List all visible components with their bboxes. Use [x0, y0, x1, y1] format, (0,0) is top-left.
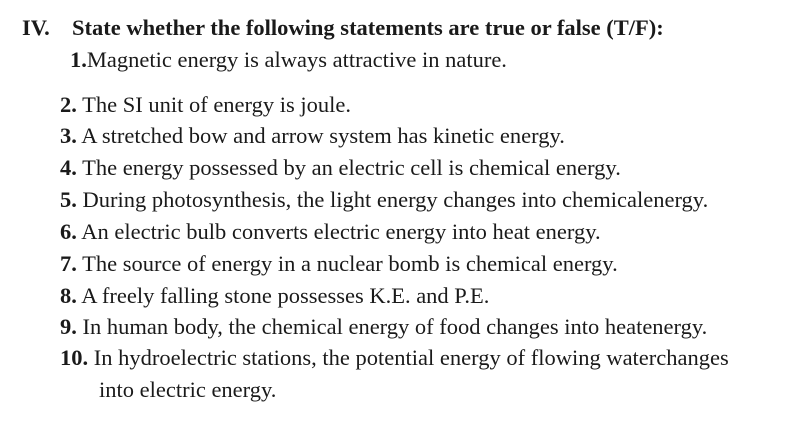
section-number: IV.	[22, 15, 50, 40]
statement-8	[60, 282, 489, 310]
statement-text: A stretched bow and arrow system has kinetic energy.	[76, 123, 565, 148]
statement-number: 10.	[60, 345, 89, 370]
statement-3	[60, 122, 565, 150]
statement-number: 6.	[60, 219, 77, 244]
statement-text: The energy possessed by an electric cell is chemical energy.	[76, 155, 621, 180]
statement-10	[60, 344, 729, 372]
statement-text: An electric bulb converts electric energy into heat energy.	[76, 219, 601, 244]
statement-number: 2.	[60, 92, 77, 117]
statement-number: 1.	[70, 47, 87, 72]
section-heading	[22, 14, 664, 42]
statement-6	[60, 218, 601, 246]
statement-9	[60, 313, 707, 341]
statement-7	[60, 250, 618, 278]
statement-number: 7.	[60, 251, 77, 276]
section-title: State whether the following statements are true or false (T/F):	[72, 15, 664, 40]
statement-number: 5.	[60, 187, 77, 212]
statement-10-continuation: into electric energy.	[99, 377, 277, 402]
statement-1	[70, 46, 507, 74]
statement-text: The source of energy in a nuclear bomb is chemical energy.	[76, 251, 618, 276]
statement-2	[60, 91, 351, 119]
statement-text: In hydroelectric stations, the potential energy of flowing waterchanges	[88, 345, 729, 370]
statement-number: 4.	[60, 155, 77, 180]
statement-text: The SI unit of energy is joule.	[76, 92, 352, 117]
statement-text: Magnetic energy is always attractive in nature.	[86, 47, 507, 72]
statement-number: 3.	[60, 123, 77, 148]
statement-text: A freely falling stone possesses K.E. and P.E.	[76, 283, 490, 308]
statement-5	[60, 186, 708, 214]
statement-4	[60, 154, 621, 182]
statement-number: 9.	[60, 314, 77, 339]
statement-number: 8.	[60, 283, 77, 308]
statement-text: During photosynthesis, the light energy changes into chemicalenergy.	[76, 187, 709, 212]
statement-text: In human body, the chemical energy of food changes into heatenergy.	[76, 314, 708, 339]
